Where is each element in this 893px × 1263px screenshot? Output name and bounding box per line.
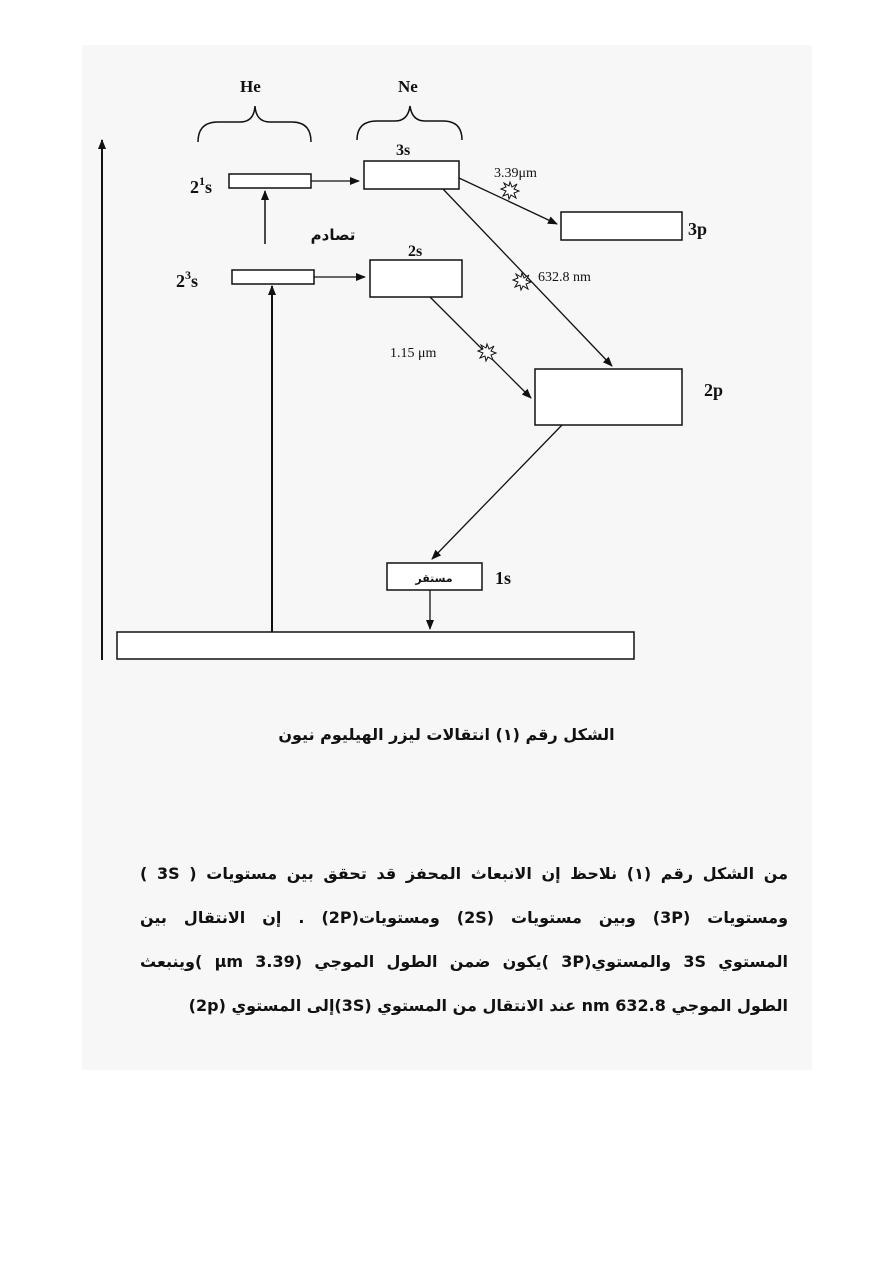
figure-caption: الشكل رقم (١) انتقالات ليزر الهيليوم نيون [278,725,615,744]
ne-2p-level [535,369,682,425]
wavelength-632-8nm-label: 632.8 nm [538,270,591,285]
paragraph-line: من الشكل رقم (١) نلاحظ إن الانبعاث المحفز قد تحقق بين مستويات ( 3S ) [140,864,789,883]
explanation-paragraph [140,858,788,1034]
paragraph-line: الطول الموجي 632.8 nm عند الانتقال من المستوي (3S)إلى المستوي (2p) [188,996,788,1015]
he-2-1s-level [229,174,311,188]
he-2-1s-label: $2^1s$ [190,174,213,197]
transition-2s-2p-arrow [430,297,531,398]
photon-burst-icon [513,273,531,290]
he-2-3s-label: $2^3s$ [176,268,199,291]
collision-label: تصادم [310,226,356,244]
photon-burst-icon [501,182,519,199]
ne-2s-level [370,260,462,297]
ground-state-box [117,632,634,659]
ne-2p-label: 2p [704,380,724,400]
ne-3s-level [364,161,459,189]
photon-burst-icon [478,344,496,361]
paragraph-line: ومستويات (3P) وبين مستويات (2S) ومستويات(2P) . إن الانتقال بين [140,908,789,927]
ne-group-label: Ne [398,77,418,96]
paragraph-line: المستوي 3S والمستوي(3P )يكون ضمن الطول الموجي (μm 3.39 )وينبعث [140,952,788,971]
ne-3p-label: 3p [688,219,708,239]
ne-brace [357,106,462,140]
he-2-3s-level [232,270,314,284]
ne-3s-label: 3s [396,142,411,159]
he-brace [198,106,311,142]
he-group-label: He [240,77,261,96]
decay-2p-1s-arrow [432,425,562,559]
wavelength-3-39um-label: 3.39μm [494,166,537,181]
wavelength-1-15um-label: 1.15 μm [390,346,437,361]
ground-box-label: مستقر [415,572,453,585]
ne-1s-label: 1s [495,568,512,588]
ne-2s-label: 2s [408,243,423,260]
ne-3p-level [561,212,682,240]
